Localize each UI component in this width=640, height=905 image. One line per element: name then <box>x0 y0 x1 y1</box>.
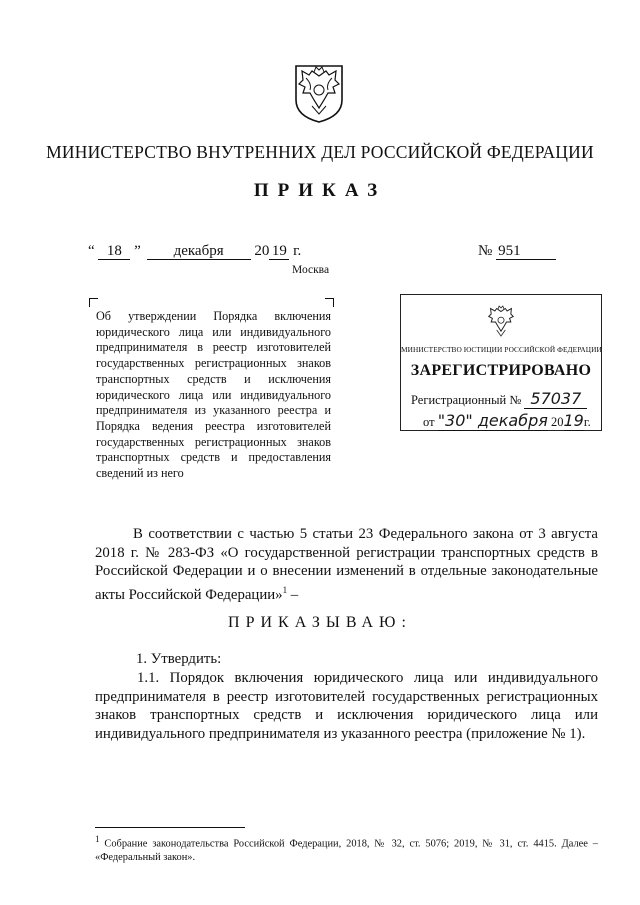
document-type: ПРИКАЗ <box>253 180 387 201</box>
footnote-text: Собрание законодательства Российской Федерации, 2018, № 32, ст. 5076; 2019, № 31, ст. 4415. Далее – «Федеральный закон». <box>95 838 598 864</box>
date-month: декабря <box>147 244 251 260</box>
item-1: 1. Утвердить: <box>136 651 222 667</box>
date-open-quote: “ <box>88 243 95 259</box>
stamp-registered: ЗАРЕГИСТРИРОВАНО <box>410 362 592 379</box>
date-close-quote: ” <box>134 243 141 259</box>
stamp-date-handwritten: "30" декабря <box>437 411 548 430</box>
preamble-dash: – <box>287 586 299 603</box>
stamp-date-year-prefix: 20 <box>551 415 564 429</box>
preamble-paragraph <box>95 525 598 604</box>
preamble-text: В соответствии с частью 5 статьи 23 Федерального закона от 3 августа 2018 г. № 283-ФЗ «О государственной регистрации транспортных средств в Российской Федерации и о внесении изменений в отдельные законодательные акты Российской Федерации» <box>95 526 598 603</box>
date-day: 18 <box>98 244 130 260</box>
item-1-1: 1.1. Порядок включения юридического лица или индивидуального предпринимателя в реестр изготовителей государственных регистрационных знаков транспортных средств и исключения юридического лица или индивидуального предпринимателя из указанного реестра (приложение № 1). <box>95 670 598 742</box>
number-value: 951 <box>496 244 556 260</box>
city: Москва <box>292 264 330 276</box>
order-date <box>88 243 301 260</box>
subject-corner-left <box>89 298 98 307</box>
stamp-date-prefix: от <box>423 415 435 429</box>
footnote-mark: 1 <box>95 834 100 844</box>
number-prefix: № <box>478 243 493 259</box>
stamp-coat-of-arms-icon <box>484 303 518 341</box>
subject-corner-right <box>325 298 334 307</box>
stamp-number-value: 57037 <box>524 389 587 409</box>
stamp-date-year-suffix: г. <box>583 415 591 429</box>
registration-stamp <box>400 294 602 431</box>
footnote <box>95 833 598 865</box>
order-number <box>478 243 556 260</box>
order-subject: Об утверждении Порядка включения юридического лица или индивидуального предпринимателя в реестр изготовителей государственных регистрационных знаков транспортных средств и исключения юридического лица или индивидуального предпринимателя из указанного реестра и Порядка ведения реестра изготовителей государственных регистрационных знаков транспортных средств и предоставления сведений из него <box>96 309 331 481</box>
stamp-ministry: МИНИСТЕРСТВО ЮСТИЦИИ РОССИЙСКОЙ ФЕДЕРАЦИИ <box>401 345 602 354</box>
date-year-prefix: 20 <box>254 243 270 259</box>
stamp-date-year: 19 <box>563 411 584 430</box>
order-command: ПРИКАЗЫВАЮ: <box>228 614 412 631</box>
russian-coat-of-arms-icon <box>292 62 346 124</box>
stamp-registration-number <box>411 389 587 408</box>
footnote-divider <box>95 827 245 828</box>
date-year-suffix: 19 <box>269 244 289 260</box>
footnote-reference: 1 <box>282 584 288 595</box>
ministry-title: МИНИСТЕРСТВО ВНУТРЕННИХ ДЕЛ РОССИЙСКОЙ ФЕДЕРАЦИИ <box>46 142 594 162</box>
stamp-number-label: Регистрационный № <box>411 393 522 407</box>
stamp-registration-date <box>423 411 591 430</box>
date-year-unit: г. <box>293 243 302 259</box>
